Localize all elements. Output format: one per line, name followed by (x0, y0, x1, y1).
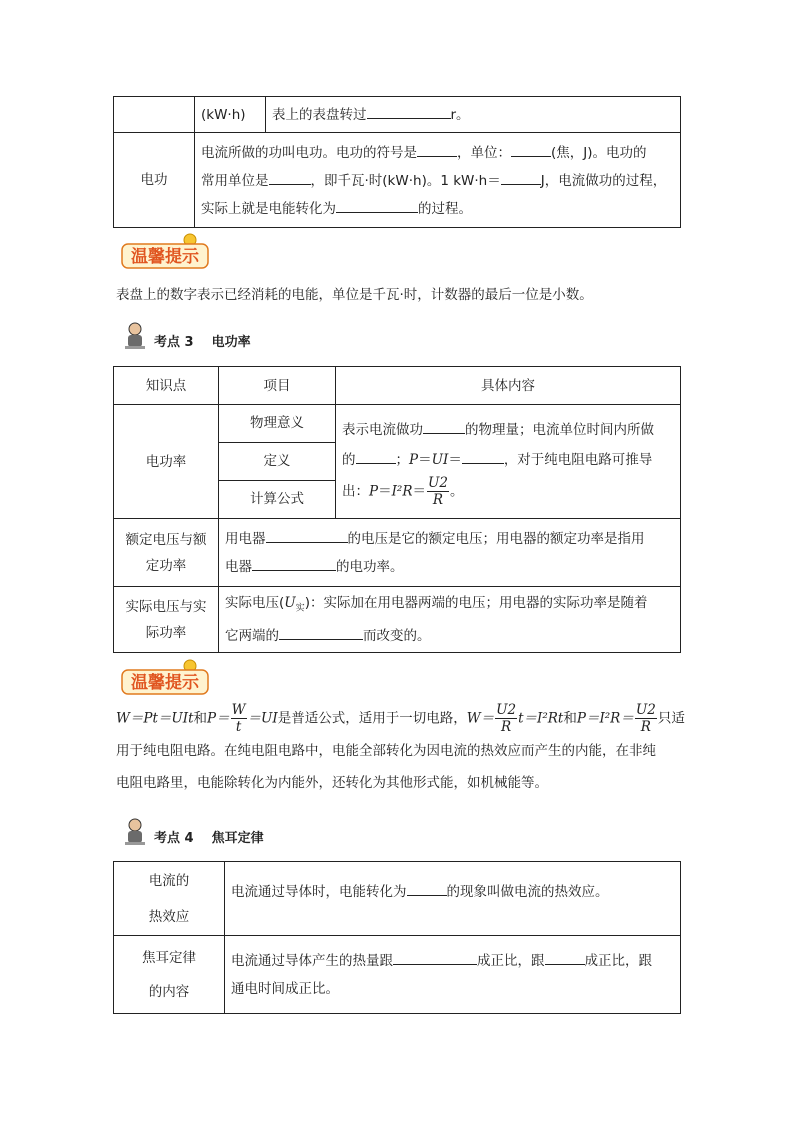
content-actual-power: 实际电压$(U_实)$：实际加在用电器两端的电压；用电器的实际功率是随着 它两端的 而改变的。 (219, 587, 681, 653)
fill-blank (279, 625, 363, 640)
warm-tip-banner-2 (120, 658, 212, 696)
header-point: 知识点 (114, 367, 219, 405)
fill-blank (393, 950, 477, 965)
fill-blank (511, 142, 551, 157)
content-electric-power: 表示电流做功 的物理量；电流单位时间内所做 的 ；P＝UI＝ ，对于纯电阻电路可推导 出：P＝I²R＝ $\frac{U2}{R}$ 。 (336, 405, 681, 519)
label-actual-power: 实际电压与实 际功率 (114, 587, 219, 653)
fill-blank (269, 170, 311, 185)
meter-text-end: r。 (450, 106, 470, 123)
section-heading-kd3 (124, 322, 251, 350)
section-heading-kd4 (124, 818, 264, 846)
item-physical-meaning: 物理意义 (219, 405, 335, 443)
fill-blank (266, 528, 348, 543)
header-content: 具体内容 (336, 367, 681, 405)
fill-blank (252, 556, 336, 571)
label-rated-power: 额定电压与额 定功率 (114, 519, 219, 587)
table-cell-electric-work: 电流所做的功叫电功。电功的符号是 ，单位： (焦，J)。电功的 常用单位是 ，即千瓦·时(kW·h)。1 kW·h＝ J，电流做功的过程， 实际上就是电能转化为 的过程。 (195, 133, 681, 228)
fraction-u2-r: $\frac{U2}{R}$ (496, 702, 517, 735)
table-label-electric-work: 电功 (114, 133, 195, 228)
warm-tip-banner-text: 温馨提示 (131, 247, 199, 267)
tip-text-2: W＝Pt＝UIt和P＝ $\frac{W}{t}$ ＝UI是普适公式，适用于一切电路，W＝ $\frac{U2}{R}$ t＝I²Rt和P＝I²R＝ $\frac{U2}{R}$ 只适 用于纯电阻电路。在纯电阻电路中，电能全部转化为因电流的热效应而产生的内能，在非纯 电阻电路里，电能除转化为内能外，还转化为其他形式能，如机械能等。 (116, 702, 685, 791)
fill-blank (501, 170, 541, 185)
content-heat-effect: 电流通过导体时，电能转化为 的现象叫做电流的热效应。 (225, 862, 681, 936)
fraction-w-t: $\frac{W}{t}$ (231, 702, 246, 735)
fill-blank (423, 419, 465, 434)
meter-text: 表上的表盘转过 (272, 106, 367, 123)
fill-blank (336, 198, 418, 213)
table-electric-work (113, 96, 681, 228)
items-cell (219, 405, 336, 519)
table-cell-meter (266, 97, 681, 133)
fill-blank (407, 881, 447, 896)
fill-blank (356, 449, 396, 464)
kd3-title: 电功率 (211, 335, 251, 350)
content-joule-law: 电流通过导体产生的热量跟 成正比，跟 成正比，跟 通电时间成正比。 (225, 936, 681, 1014)
kd4-number: 考点 4 (154, 831, 194, 846)
fill-blank (545, 950, 585, 965)
kd3-number: 考点 3 (154, 335, 194, 350)
warm-tip-banner (120, 232, 212, 270)
fill-blank (367, 104, 451, 119)
table-cell-blank (114, 97, 195, 133)
item-formula: 计算公式 (250, 491, 304, 507)
fill-blank (462, 449, 504, 464)
table-electric-power (113, 366, 681, 653)
content-rated-power: 用电器 的电压是它的额定电压；用电器的额定功率是指用 电器 的电功率。 (219, 519, 681, 587)
label-electric-power: 电功率 (114, 405, 219, 519)
fraction-u2-r: $\frac{U2}{R}$ (428, 475, 448, 508)
header-item: 项目 (219, 367, 336, 405)
fill-blank (417, 142, 457, 157)
teacher-icon (124, 322, 146, 350)
kd4-title: 焦耳定律 (211, 831, 264, 846)
table-joule-law (113, 861, 681, 1014)
table-cell-unit: (kW·h) (195, 97, 266, 133)
tip-text-1: 表盘上的数字表示已经消耗的电能，单位是千瓦·时，计数器的最后一位是小数。 (116, 287, 593, 303)
warm-tip-banner-text: 温馨提示 (131, 673, 199, 693)
teacher-icon (124, 818, 146, 846)
fraction-u2-r: $\frac{U2}{R}$ (635, 702, 656, 735)
item-definition: 定义 (219, 443, 335, 481)
label-joule-law: 焦耳定律 的内容 (114, 936, 225, 1014)
label-heat-effect: 电流的 热效应 (114, 862, 225, 936)
